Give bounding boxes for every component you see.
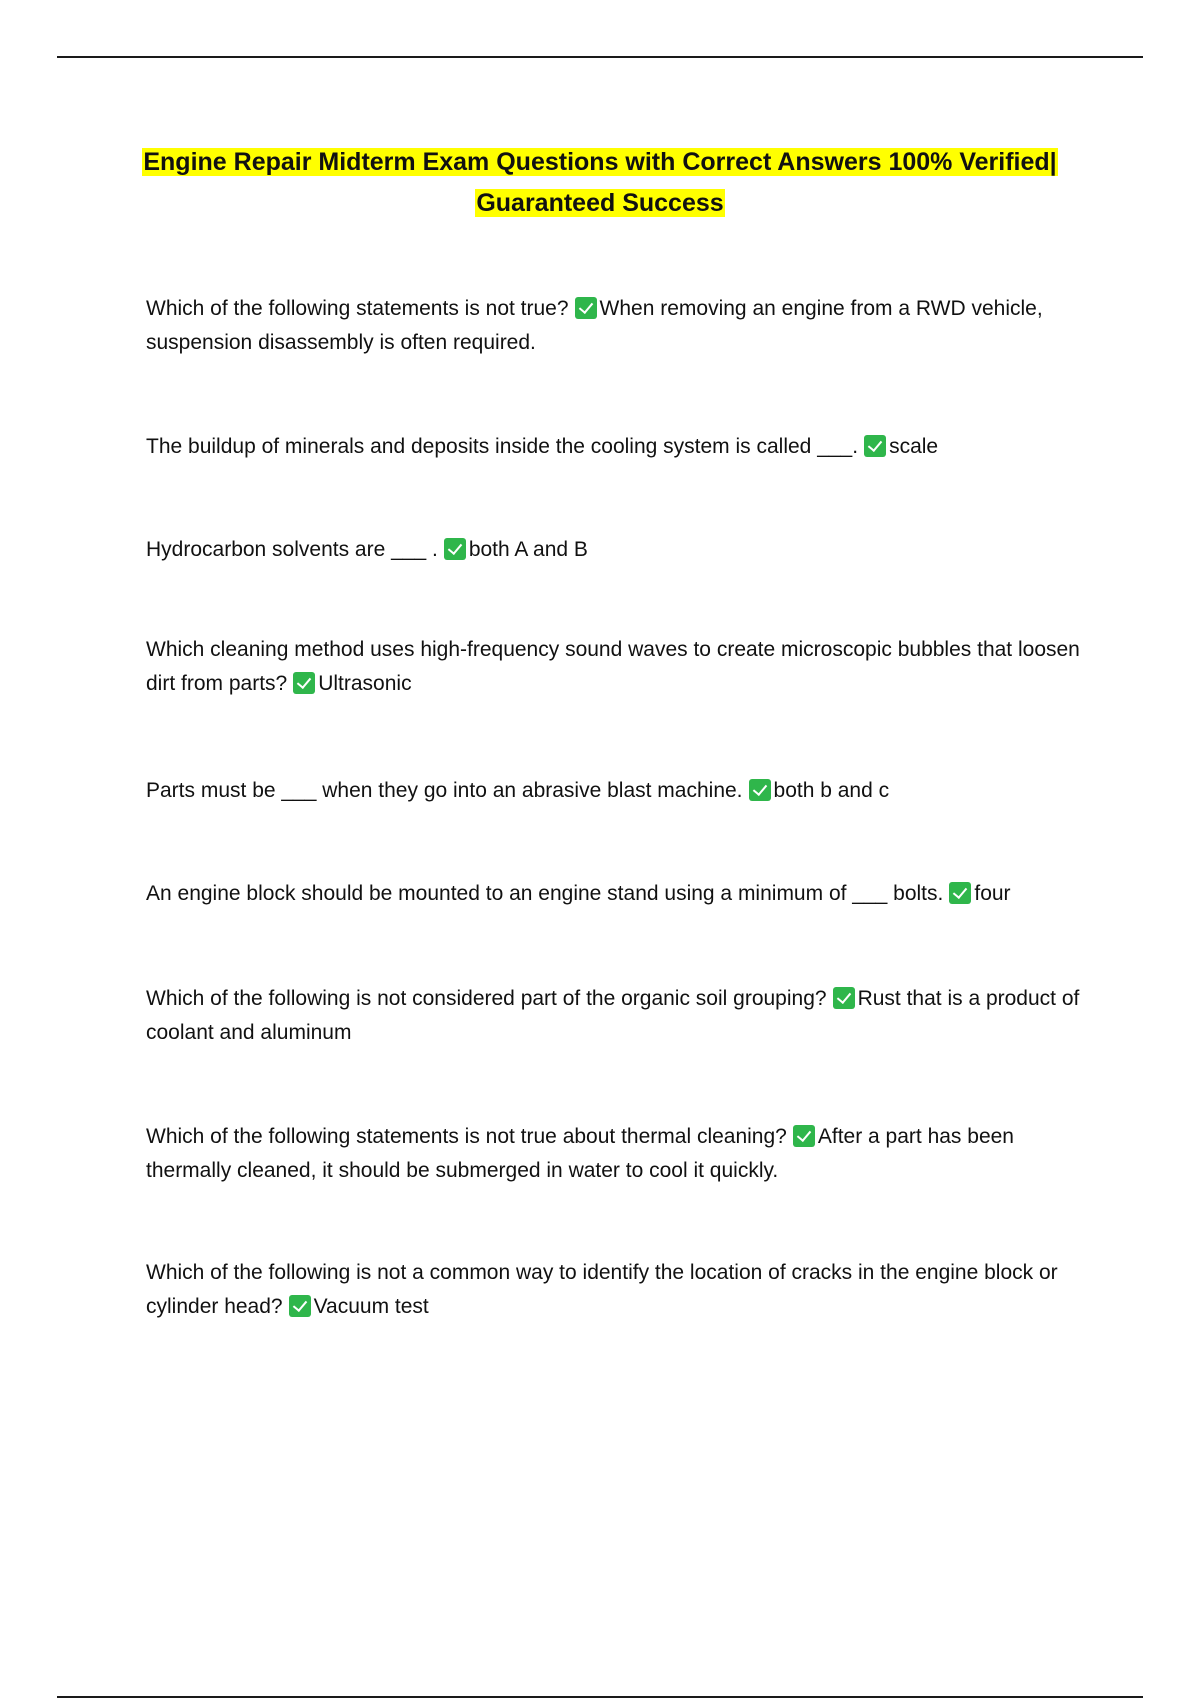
check-icon <box>289 1295 311 1317</box>
question-text: Which of the following statements is not true about thermal cleaning? <box>146 1125 787 1148</box>
qa-item-2 <box>146 430 1096 464</box>
answer-text: After a part has been thermally cleaned, it should be submerged in water to cool it quickly. <box>146 1125 1014 1182</box>
check-icon <box>293 672 315 694</box>
question-text: Hydrocarbon solvents are ___ . <box>146 538 438 561</box>
check-icon <box>949 882 971 904</box>
question-text: The buildup of minerals and deposits inside the cooling system is called ___. <box>146 435 859 458</box>
document-title <box>100 142 1100 224</box>
check-icon <box>833 987 855 1009</box>
check-icon <box>864 435 886 457</box>
question-text: Which cleaning method uses high-frequency sound waves to create microscopic bubbles that loosen dirt from parts? <box>146 638 1080 695</box>
answer-text: Vacuum test <box>313 1295 429 1318</box>
answer-text: both A and B <box>468 538 588 561</box>
answer-text: four <box>974 882 1011 905</box>
qa-item-9 <box>146 1256 1096 1324</box>
answer-text: both b and c <box>773 779 890 802</box>
top-rule <box>57 56 1143 58</box>
qa-item-8 <box>146 1120 1096 1188</box>
qa-item-7 <box>146 982 1096 1050</box>
answer-text: Rust that is a product of coolant and aluminum <box>146 987 1080 1044</box>
qa-item-1 <box>146 292 1096 360</box>
check-icon <box>793 1125 815 1147</box>
qa-item-4 <box>146 633 1096 701</box>
qa-item-5 <box>146 774 1096 808</box>
qa-item-3 <box>146 533 1096 567</box>
check-icon <box>575 297 597 319</box>
question-text: Which of the following is not a common way to identify the location of cracks in the engine block or cylinder head? <box>146 1261 1058 1318</box>
question-text: An engine block should be mounted to an engine stand using a minimum of ___ bolts. <box>146 882 944 905</box>
check-icon <box>444 538 466 560</box>
question-text: Which of the following statements is not true? <box>146 297 569 320</box>
answer-text: When removing an engine from a RWD vehicle, suspension disassembly is often required. <box>146 297 1043 354</box>
answer-text: scale <box>889 435 939 458</box>
question-text: Which of the following is not considered part of the organic soil grouping? <box>146 987 827 1010</box>
bottom-rule <box>57 1696 1143 1698</box>
answer-text: Ultrasonic <box>318 672 412 695</box>
qa-item-6 <box>146 877 1096 911</box>
title-line-2: Guaranteed Success <box>476 189 724 217</box>
question-text: Parts must be ___ when they go into an abrasive blast machine. <box>146 779 743 802</box>
title-line-1: Engine Repair Midterm Exam Questions with Correct Answers 100% Verified| <box>143 148 1057 176</box>
check-icon <box>749 779 771 801</box>
